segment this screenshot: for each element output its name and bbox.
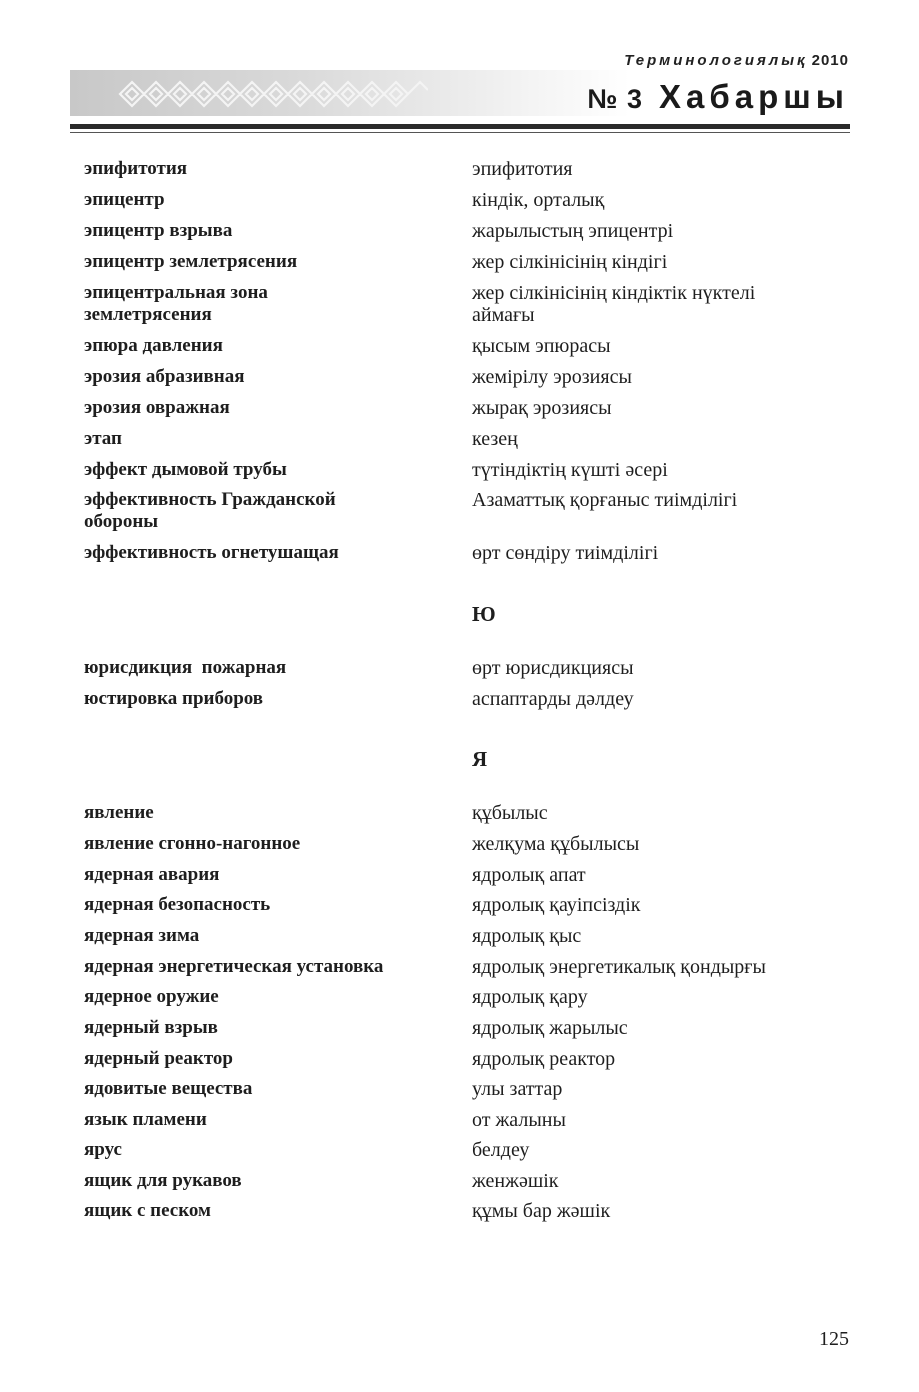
russian-term: ярус xyxy=(84,1139,122,1160)
kazakh-term: ядролық қыс xyxy=(472,925,582,947)
russian-term: ядовитые вещества xyxy=(84,1078,253,1099)
kazakh-term: кіндік, орталық xyxy=(472,189,605,211)
kazakh-term: ядролық қару xyxy=(472,986,588,1008)
kazakh-term: құмы бар жәшік xyxy=(472,1200,611,1222)
russian-term: явление xyxy=(84,802,154,823)
russian-term: этап xyxy=(84,428,122,449)
russian-term: юстировка приборов xyxy=(84,688,264,709)
russian-term: эффективность Гражданской обороны xyxy=(84,489,336,532)
russian-term: эрозия овражная xyxy=(84,397,230,418)
kazakh-term: Азаматтық қорғаныс тиімділігі xyxy=(472,489,738,511)
ornament-pattern xyxy=(118,78,428,110)
kazakh-term: от жалыны xyxy=(472,1109,566,1131)
russian-term: ядерная энергетическая установка xyxy=(84,956,384,977)
series-name: Терминологиялық xyxy=(624,52,808,69)
kazakh-term: жарылыстың эпицентрі xyxy=(472,220,674,242)
kazakh-term: желқума құбылысы xyxy=(472,833,640,855)
russian-term: эрозия абразивная xyxy=(84,366,245,387)
kazakh-term: белдеу xyxy=(472,1139,530,1161)
kazakh-term: жер сілкінісінің кіндіктік нүктелі аймағы xyxy=(472,282,756,326)
russian-term: эпицентральная зона землетрясения xyxy=(84,282,268,325)
page-header xyxy=(0,0,919,140)
russian-term: эпифитотия xyxy=(84,158,188,179)
kazakh-term: құбылыс xyxy=(472,802,548,824)
section-letter: Я xyxy=(472,747,488,771)
russian-term: эффективность огнетушащая xyxy=(84,542,339,563)
kazakh-term: өрт сөндіру тиімділігі xyxy=(472,542,659,564)
header-rule xyxy=(70,124,850,129)
russian-term: юрисдикция пожарная xyxy=(84,657,287,678)
russian-term: ящик с песком xyxy=(84,1200,211,1221)
russian-term: ядерная безопасность xyxy=(84,894,271,915)
russian-term: эффект дымовой трубы xyxy=(84,459,287,480)
kazakh-term: жер сілкінісінің кіндігі xyxy=(472,251,668,273)
kazakh-term: ядролық жарылыс xyxy=(472,1017,628,1039)
russian-term: ядерная авария xyxy=(84,864,220,885)
series-year: 2010 xyxy=(811,52,849,69)
kazakh-term: кезең xyxy=(472,428,518,450)
russian-term: эпицентр землетрясения xyxy=(84,251,298,272)
kazakh-term: ядролық апат xyxy=(472,864,586,886)
kazakh-term: өрт юрисдикциясы xyxy=(472,657,634,679)
section-letter: Ю xyxy=(472,602,496,626)
kazakh-term: улы заттар xyxy=(472,1078,563,1100)
russian-term: эпицентр взрыва xyxy=(84,220,233,241)
russian-term: ящик для рукавов xyxy=(84,1170,242,1191)
kazakh-term: жемірілу эрозиясы xyxy=(472,366,632,388)
kazakh-term: қысым эпюрасы xyxy=(472,335,611,357)
russian-term: эпицентр xyxy=(84,189,165,210)
russian-term: ядерное оружие xyxy=(84,986,219,1007)
kazakh-term: ядролық қауіпсіздік xyxy=(472,894,641,916)
kazakh-term: женжәшік xyxy=(472,1170,559,1192)
russian-term: ядерная зима xyxy=(84,925,200,946)
journal-name: Хабаршы xyxy=(659,78,849,115)
kazakh-term: эпифитотия xyxy=(472,158,573,180)
journal-title xyxy=(587,78,849,116)
kazakh-term: ядролық энергетикалық қондырғы xyxy=(472,956,766,978)
header-rule-thin xyxy=(70,132,850,133)
russian-term: явление сгонно-нагонное xyxy=(84,833,301,854)
russian-term: язык пламени xyxy=(84,1109,207,1130)
russian-term: эпюра давления xyxy=(84,335,223,356)
journal-series xyxy=(624,52,849,69)
issue-number: № 3 xyxy=(587,84,644,114)
kazakh-term: түтіндіктің күшті әсері xyxy=(472,459,668,481)
page-number: 125 xyxy=(819,1328,849,1350)
kazakh-term: ядролық реактор xyxy=(472,1048,616,1070)
kazakh-term: аспаптарды дәлдеу xyxy=(472,688,634,710)
kazakh-term: жырақ эрозиясы xyxy=(472,397,612,419)
russian-term: ядерный взрыв xyxy=(84,1017,218,1038)
russian-term: ядерный реактор xyxy=(84,1048,233,1069)
